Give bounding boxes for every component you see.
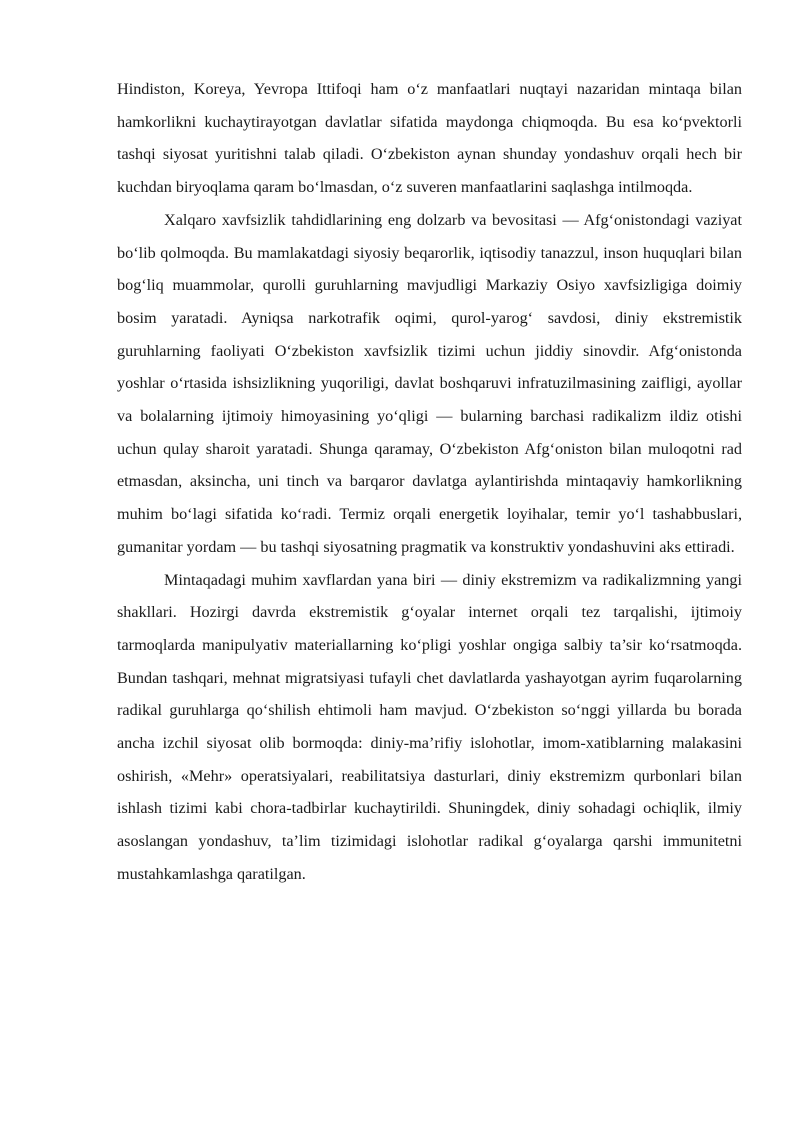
- paragraph-afghanistan-security: Xalqaro xavfsizlik tahdidlarining eng dolzarb va bevositasi — Afg‘onistondagi vaziyat bo‘lib qolmoqda. Bu mamlakatdagi siyosiy beqarorlik, iqtisodiy tanazzul, inson huquqlari bilan bog‘liq muammolar, qurolli guruhlarning mavjudligi Markaziy Osiyo xavfsizligiga doimiy bosim yaratadi. Ayniqsa narkotrafik oqimi, qurol-yarog‘ savdosi, diniy ekstremistik guruhlarning faoliyati O‘zbekiston xavfsizlik tizimi uchun jiddiy sinovdir. Afg‘onistonda yoshlar o‘rtasida ishsizlikning yuqoriligi, davlat boshqaruvi infratuzilmasining zaifligi, ayollar va bolalarning ijtimoiy himoyasining yo‘qligi — bularning barchasi radikalizm ildiz otishi uchun qulay sharoit yaratadi. Shunga qaramay, O‘zbekiston Afg‘oniston bilan muloqotni rad etmasdan, aksincha, uni tinch va barqaror davlatga aylantirishda mintaqaviy hamkorlikning muhim bo‘lagi sifatida ko‘radi. Termiz orqali energetik loyihalar, temir yo‘l tashabbuslari, gumanitar yordam — bu tashqi siyosatning pragmatik va konstruktiv yondashuvini aks ettiradi.: [117, 210, 742, 556]
- paragraph-religious-extremism: Mintaqadagi muhim xavflardan yana biri — diniy ekstremizm va radikalizmning yangi shakllari. Hozirgi davrda ekstremistik g‘oyalar internet orqali tez tarqalishi, ijtimoiy tarmoqlarda manipulyativ materiallarning ko‘pligi yoshlar ongiga salbiy ta’sir ko‘rsatmoqda. Bundan tashqari, mehnat migratsiyasi tufayli chet davlatlarda yashayotgan ayrim fuqarolarning radikal guruhlarga qo‘shilish ehtimoli ham mavjud. O‘zbekiston so‘nggi yillarda bu borada ancha izchil siyosat olib bormoqda: diniy-ma’rifiy islohotlar, imom-xatiblarning malakasini oshirish, «Mehr» operatsiyalari, reabilitatsiya dasturlari, diniy ekstremizm qurbonlari bilan ishlash tizimi kabi chora-tadbirlar kuchaytirildi. Shuningdek, diniy sohadagi ochiqlik, ilmiy asoslangan yondashuv, ta’lim tizimidagi islohotlar radikal g‘oyalarga qarshi immunitetni mustahkamlashga qaratilgan.: [117, 570, 742, 883]
- paragraph-continuation: Hindiston, Koreya, Yevropa Ittifoqi ham o‘z manfaatlari nuqtayi nazaridan mintaqa bilan hamkorlikni kuchaytirayotgan davlatlar sifatida maydonga chiqmoqda. Bu esa ko‘pvektorli tashqi siyosat yuritishni talab qiladi. O‘zbekiston aynan shunday yondashuv orqali hech bir kuchdan biryoqlama qaram bo‘lmasdan, o‘z suveren manfaatlarini saqlashga intilmoqda.: [117, 80, 742, 197]
- document-page: [117, 73, 742, 891]
